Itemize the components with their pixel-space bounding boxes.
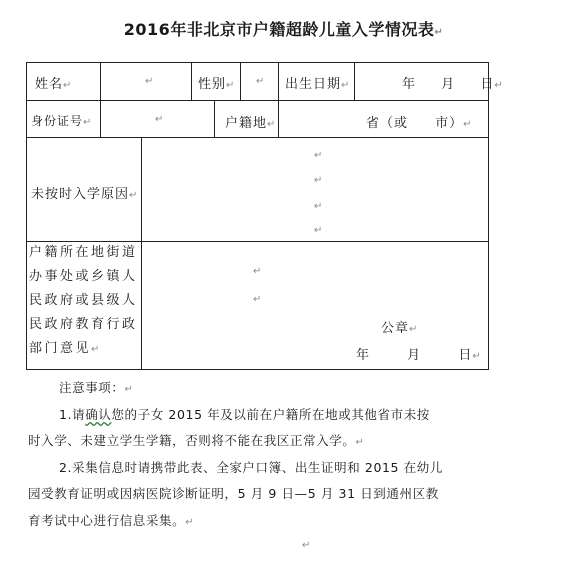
table-line: [214, 100, 215, 137]
table-line: [240, 62, 241, 100]
name-field[interactable]: ↵: [145, 76, 154, 87]
paragraph-mark-icon: ↵: [129, 190, 139, 201]
gender-label: 性别↵: [198, 77, 236, 92]
note-item-2-line-2: 园受教育证明或因病医院诊断证明，5 月 9 日—5 月 31 日到通州区教: [28, 486, 439, 501]
note-item-2: 2.采集信息时请携带此表、全家户口簿、出生证明和 2015 在幼儿: [59, 460, 443, 475]
table-line: [26, 62, 489, 63]
table-line: [100, 62, 101, 100]
opinion-label: 户籍所在地街道办事处或乡镇人民政府或县级人民政府教育行政部门意见↵: [29, 245, 138, 356]
reason-label: 未按时入学原因↵: [31, 187, 139, 202]
id-number-label: 身份证号↵: [31, 114, 93, 128]
table-line: [26, 137, 489, 138]
paragraph-mark-icon: ↵: [91, 344, 102, 355]
table-line: [26, 62, 27, 370]
birth-date-field[interactable]: 年 月 日↵: [402, 77, 504, 92]
notes-heading: 注意事项：↵: [59, 380, 134, 395]
paragraph-mark-icon: ↵: [63, 80, 73, 91]
paragraph-mark-icon: ↵: [253, 266, 262, 277]
paragraph-mark-icon: ↵: [355, 437, 365, 448]
paragraph-mark-icon: ↵: [314, 175, 323, 186]
id-number-field[interactable]: ↵: [155, 114, 164, 125]
table-line: [26, 369, 489, 370]
title-text: 2016年非北京市户籍超龄儿童入学情况表: [123, 20, 435, 39]
table-line: [141, 137, 142, 369]
name-label: 姓名↵: [35, 77, 73, 92]
table-line: [191, 62, 192, 100]
gender-field[interactable]: ↵: [256, 76, 265, 87]
birth-date-label: 出生日期↵: [285, 77, 351, 92]
paragraph-mark-icon: ↵: [434, 27, 444, 38]
paragraph-mark-icon: ↵: [494, 80, 504, 91]
table-line: [278, 62, 279, 100]
paragraph-mark-icon: ↵: [341, 80, 351, 91]
paragraph-mark-icon: ↵: [226, 80, 236, 91]
paragraph-mark-icon: ↵: [409, 324, 419, 335]
paragraph-mark-icon: ↵: [463, 119, 473, 130]
table-line: [354, 62, 355, 100]
page-title: [0, 17, 567, 40]
table-line: [26, 100, 489, 101]
opinion-date: 年 月 日↵: [356, 348, 482, 363]
table-line: [100, 100, 101, 137]
table-line: [278, 100, 279, 137]
household-label: 户籍地↵: [225, 116, 277, 131]
paragraph-mark-icon: ↵: [83, 117, 93, 128]
paragraph-mark-icon: ↵: [185, 517, 195, 528]
note-item-2-line-3: 育考试中心进行信息采集。↵: [28, 513, 195, 528]
paragraph-mark-icon: ↵: [314, 225, 323, 236]
paragraph-mark-icon: ↵: [302, 540, 311, 551]
paragraph-mark-icon: ↵: [253, 294, 262, 305]
note-item-1: 1.请确认您的子女 2015 年及以前在户籍所在地或其他省市未按: [59, 407, 430, 422]
paragraph-mark-icon: ↵: [124, 384, 134, 395]
paragraph-mark-icon: ↵: [314, 150, 323, 161]
paragraph-mark-icon: ↵: [267, 119, 277, 130]
table-line: [488, 62, 489, 370]
seal-text: 公章↵: [381, 321, 419, 336]
paragraph-mark-icon: ↵: [472, 351, 482, 362]
note-item-1-line-2: 时入学、未建立学生学籍，否则将不能在我区正常入学。↵: [28, 433, 365, 448]
household-field[interactable]: 省（或 市）↵: [366, 116, 473, 131]
paragraph-mark-icon: ↵: [314, 201, 323, 212]
